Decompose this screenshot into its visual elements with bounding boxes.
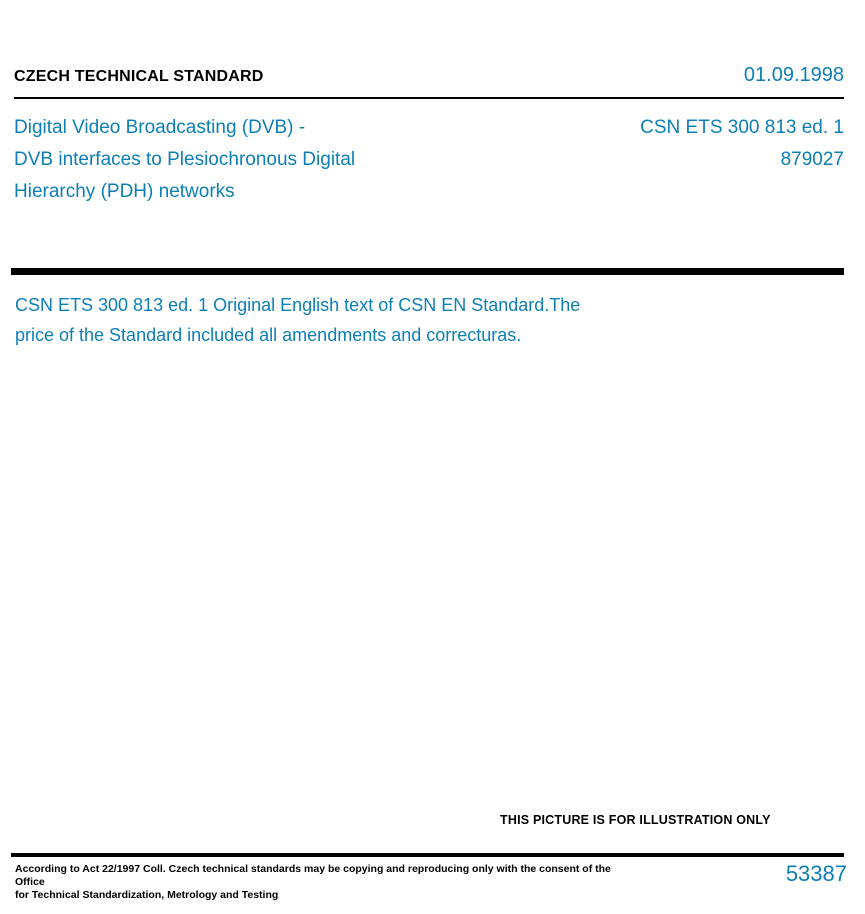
illustration-note: THIS PICTURE IS FOR ILLUSTRATION ONLY bbox=[500, 813, 771, 827]
footer-legal-line-2: for Technical Standardization, Metrology and Testing bbox=[15, 889, 279, 901]
standard-code bbox=[444, 112, 844, 176]
footer-legal-notice bbox=[15, 863, 635, 902]
standard-description bbox=[15, 290, 835, 350]
section-divider bbox=[11, 268, 844, 275]
footer-divider bbox=[11, 853, 844, 857]
header-divider bbox=[14, 97, 844, 99]
document-number: 53387 bbox=[785, 861, 847, 886]
description-line-2: price of the Standard included all amendments and correcturas. bbox=[15, 325, 522, 345]
catalogue-number: 879027 bbox=[780, 149, 844, 170]
title-line-1: Digital Video Broadcasting (DVB) - bbox=[14, 117, 306, 138]
publication-date: 01.09.1998 bbox=[743, 64, 844, 86]
header bbox=[14, 64, 844, 94]
title-line-2: DVB interfaces to Plesiochronous Digital bbox=[14, 149, 356, 170]
description-line-1: CSN ETS 300 813 ed. 1 Original English text of CSN EN Standard.The bbox=[15, 295, 581, 315]
title-line-3: Hierarchy (PDH) networks bbox=[14, 181, 235, 202]
standard-designation: CSN ETS 300 813 ed. 1 bbox=[640, 117, 844, 138]
page-title: CZECH TECHNICAL STANDARD bbox=[14, 68, 264, 85]
footer-legal-line-1: According to Act 22/1997 Coll. Czech technical standards may be copying and reproducing only with the consent of the Office bbox=[15, 863, 611, 888]
